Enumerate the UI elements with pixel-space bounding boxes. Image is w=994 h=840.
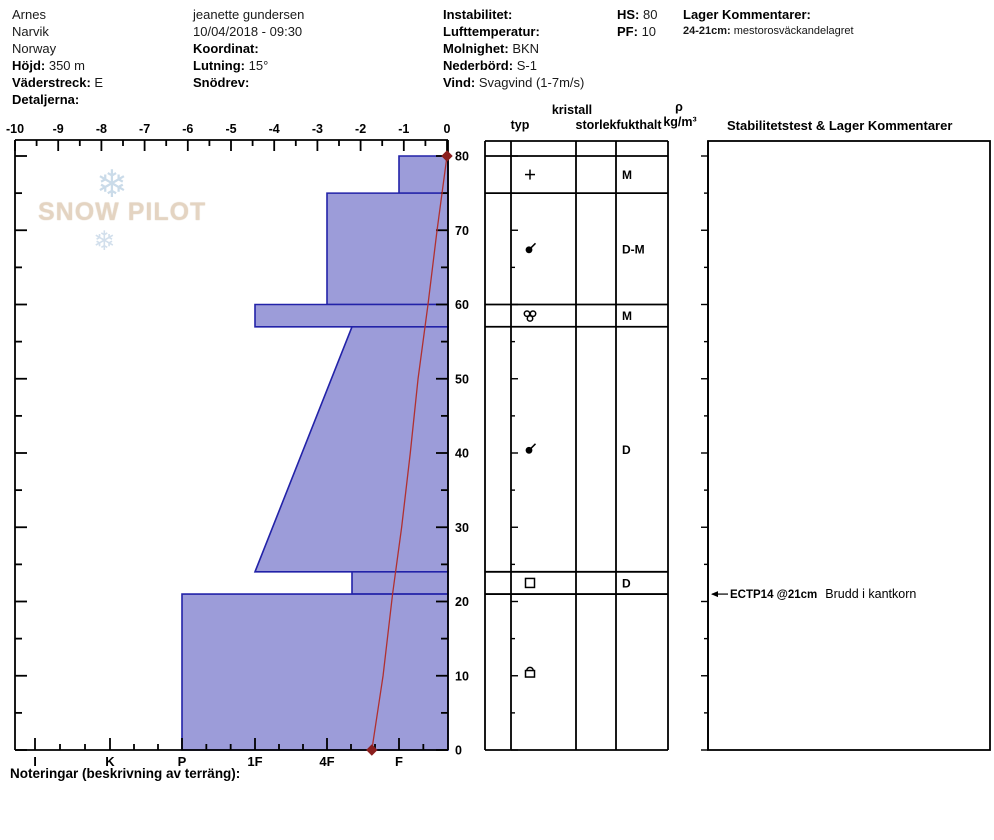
field-label: Detaljerna: (12, 92, 80, 107)
hardness-label: P (177, 754, 187, 769)
field-label: Snödrev: (193, 75, 250, 90)
stability-column-box (708, 141, 990, 750)
stability-test-label: ECTP14 @21cm Brudd i kantkorn (730, 587, 917, 602)
temp-tick-label: 0 (443, 122, 451, 136)
depth-label: 40 (455, 446, 469, 461)
hardness-label: 1F (247, 754, 263, 769)
field-value: 10 (641, 24, 657, 39)
moisture-value: M (622, 168, 632, 183)
depth-label: 10 (455, 669, 469, 684)
field-label: Nederbörd: (443, 58, 514, 73)
moisture-value: M (622, 309, 632, 324)
column-header-storlek: storlek (575, 118, 617, 132)
stability-test-comment: Brudd i kantkorn (825, 587, 917, 602)
field-label: Instabilitet: (443, 7, 513, 22)
field-value: 10/04/2018 - 09:30 (193, 24, 303, 39)
grain-mf-icon (527, 316, 532, 321)
depth-label: 20 (455, 595, 469, 609)
temp-tick-label: -9 (52, 122, 64, 136)
hardness-label: 4F (319, 754, 335, 769)
field-label: Vind: (443, 75, 476, 90)
temp-tick-label: -4 (268, 122, 280, 136)
depth-label: 50 (455, 372, 469, 387)
field-value: Norway (12, 41, 57, 56)
snowflake-icon: ❄ (93, 226, 116, 256)
moisture-value: D (622, 576, 631, 591)
temp-tick-label: -7 (139, 122, 151, 136)
temp-tick-label: -5 (225, 122, 237, 136)
snow-layer (182, 594, 448, 750)
grain-df-icon (530, 243, 536, 249)
field-value: Arnes (12, 7, 46, 22)
layer-comment-depth: 24-21cm: (683, 25, 731, 37)
temp-tick-label: -2 (355, 122, 367, 136)
field-label: Koordinat: (193, 41, 259, 56)
snow-layer (255, 327, 448, 572)
temp-tick-label: -3 (311, 122, 323, 136)
field-value: Narvik (12, 24, 49, 39)
column-header-typ: typ (510, 118, 530, 132)
field-label: Väderstreck: (12, 75, 91, 90)
lager-kommentarer-title: Lager Kommentarer: (683, 7, 811, 22)
depth-label: 30 (455, 520, 469, 535)
field-value: 15° (248, 58, 269, 73)
field-label: Molnighet: (443, 41, 509, 56)
column-header-stability: Stabilitetstest & Lager Kommentarer (727, 118, 953, 133)
grain-fcxr-icon (526, 671, 535, 678)
field-label: HS: (617, 7, 640, 22)
column-header-fukthalt: fukthalt (616, 118, 662, 132)
column-header-density-unit: kg/m³ (663, 115, 697, 129)
annotation-arrowhead (711, 591, 718, 597)
column-header-density-symbol: ρ (675, 100, 683, 114)
temp-tick-label: -1 (398, 122, 410, 136)
field-value: BKN (512, 41, 540, 56)
noteringar-label: Noteringar (beskrivning av terräng): (10, 766, 241, 781)
temp-tick-label: -8 (95, 122, 107, 136)
snow-layer (352, 572, 448, 594)
layer-comment-text: mestorosväckandelagret (730, 25, 854, 37)
depth-label: 0 (455, 743, 462, 758)
field-value: S-1 (516, 58, 537, 73)
watermark-text: SNOW PILOT (38, 198, 207, 226)
field-value: Svagvind (1-7m/s) (478, 75, 585, 90)
snow-layer (399, 156, 448, 193)
temp-tick-label: -6 (182, 122, 194, 136)
hardness-label: I (33, 754, 37, 769)
grain-fc-icon (526, 578, 535, 587)
depth-label: 60 (455, 298, 469, 312)
grain-df-icon (530, 444, 536, 450)
column-header-kristall: kristall (551, 103, 593, 117)
snow-layer (255, 305, 448, 327)
field-label: PF: (617, 24, 638, 39)
field-label: Höjd: (12, 58, 46, 73)
hardness-label: K (105, 754, 115, 769)
depth-label: 80 (455, 149, 469, 164)
field-value: jeanette gundersen (193, 7, 305, 22)
moisture-value: D-M (622, 242, 645, 257)
snowflake-icon: ❄ (96, 164, 128, 206)
field-label: Lutning: (193, 58, 245, 73)
temp-tick-label: -10 (5, 122, 25, 136)
hardness-label: F (395, 754, 403, 769)
field-value: 350 m (48, 58, 85, 73)
field-value: 80 (643, 7, 658, 22)
field-value: E (94, 75, 104, 90)
field-label: Lufttemperatur: (443, 24, 540, 39)
depth-label: 70 (455, 223, 469, 238)
moisture-value: D (622, 442, 631, 457)
